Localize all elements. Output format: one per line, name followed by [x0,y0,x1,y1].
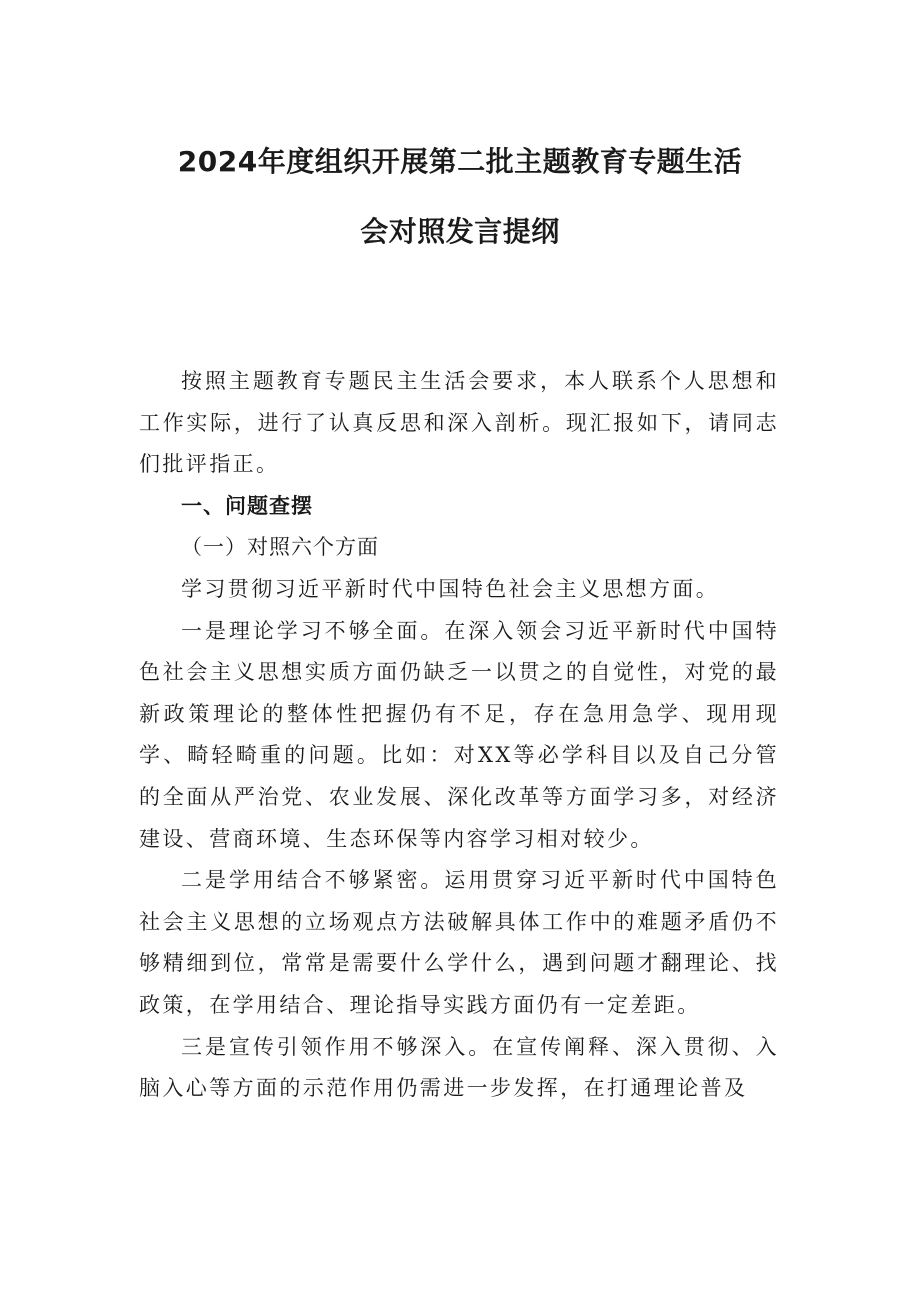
intro-paragraph: 按照主题教育专题民主生活会要求，本人联系个人思想和工作实际，进行了认真反思和深入剖析。现汇报如下，请同志们批评指正。 [139,369,779,477]
problem-paragraph-3: 三是宣传引领作用不够深入。在宣传阐释、深入贯彻、入脑入心等方面的示范作用仍需进一步发挥，在打通理论普及 [139,1034,779,1101]
section-heading-1: 一、问题查摆 [181,493,313,518]
problem-paragraph-1: 一是理论学习不够全面。在深入领会习近平新时代中国特色社会主义思想实质方面仍缺乏一以贯之的自觉性，对党的最新政策理论的整体性把握仍有不足，存在急用急学、现用现学、畸轻畸重的问题。比如：对XX等必学科目以及自己分管的全面从严治党、农业发展、深化改革等方面学习多，对经济建设、营商环境、生态环保等内容学习相对较少。 [139,618,779,851]
aspect-paragraph: 学习贯彻习近平新时代中国特色社会主义思想方面。 [181,576,720,601]
subsection-heading-1: （一）对照六个方面 [181,535,379,560]
document-title-line-1: 2024年度组织开展第二批主题教育专题生活 [177,145,743,178]
problem-paragraph-2: 二是学用结合不够紧密。运用贯穿习近平新时代中国特色社会主义思想的立场观点方法破解具体工作中的难题矛盾仍不够精细到位，常常是需要什么学什么，遇到问题才翻理论、找政策，在学用结合、理论指导实践方面仍有一定差距。 [139,868,779,1017]
document-body [139,361,779,1110]
document-title-line-2: 会对照发言提纲 [360,215,560,248]
